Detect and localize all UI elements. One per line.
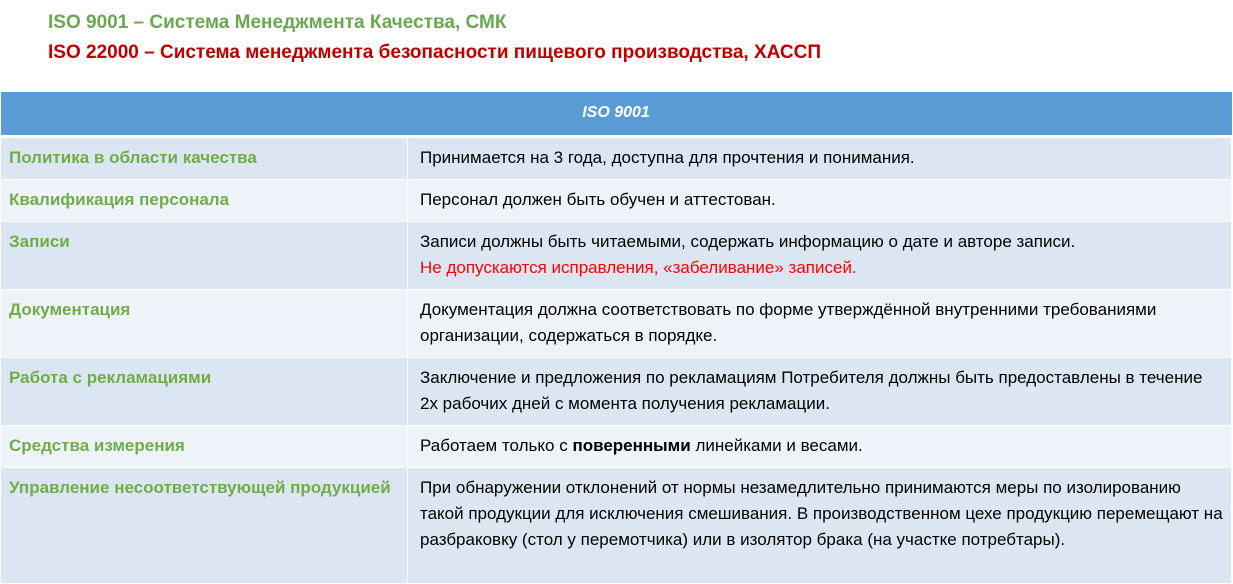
- iso9001-requirements-table: [0, 92, 1232, 584]
- table-header-row: [1, 92, 1232, 136]
- row-value: Документация должна соответствовать по форме утверждённой внутренними требованиями организации, содержаться в порядке.: [408, 289, 1232, 357]
- row-label: Управление несоответствующей продукцией: [1, 467, 408, 583]
- row-label: Политика в области качества: [1, 136, 408, 179]
- table-header: ISO 9001: [1, 92, 1232, 136]
- row-value: Принимается на 3 года, доступна для прочтения и понимания.: [408, 136, 1232, 179]
- row-value-text: линейками и весами.: [690, 435, 863, 455]
- row-label: Документация: [1, 289, 408, 357]
- row-label: Записи: [1, 221, 408, 289]
- table-row: [1, 221, 1232, 289]
- row-value: Заключение и предложения по рекламациям Потребителя должны быть предоставлены в течение 2х рабочих дней с момента получения рекламации.: [408, 357, 1232, 425]
- row-value-text: Записи должны быть читаемыми, содержать информацию о дате и авторе записи.: [420, 231, 1076, 251]
- row-value-emphasis: поверенными: [572, 435, 691, 455]
- row-label: Средства измерения: [1, 425, 408, 467]
- row-value: [408, 221, 1232, 289]
- table-row: [1, 289, 1232, 357]
- row-value-text: Работаем только с: [420, 435, 573, 455]
- row-label: Работа с рекламациями: [1, 357, 408, 425]
- table-row: [1, 179, 1232, 221]
- title-iso9001: ISO 9001 – Система Менеджмента Качества, СМК: [48, 12, 507, 33]
- row-label: Квалификация персонала: [1, 179, 408, 221]
- table-row: [1, 136, 1232, 179]
- table-row: [1, 357, 1232, 425]
- slide-titles: [48, 8, 821, 68]
- row-value-warning: Не допускаются исправления, «забеливание» записей.: [420, 257, 857, 277]
- title-iso22000: ISO 22000 – Система менеджмента безопасности пищевого производства, ХАССП: [48, 42, 821, 63]
- row-value: Персонал должен быть обучен и аттестован.: [408, 179, 1232, 221]
- row-value: При обнаружении отклонений от нормы незамедлительно принимаются меры по изолированию такой продукции для исключения смешивания. В производственном цехе продукцию перемещают на разбраковку (стол у перемотчика) или в изолятор брака (на участке потребтары).: [408, 467, 1232, 583]
- row-value: [408, 425, 1232, 467]
- table-row: [1, 425, 1232, 467]
- table-row: [1, 467, 1232, 583]
